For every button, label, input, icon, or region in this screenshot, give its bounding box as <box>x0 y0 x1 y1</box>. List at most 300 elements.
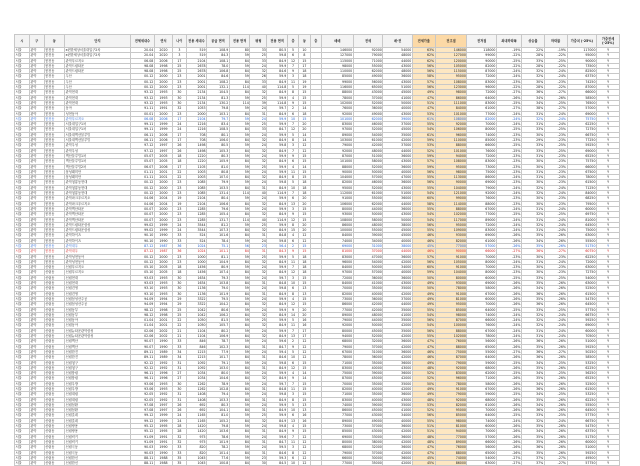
table-cell[interactable]: 87.12 <box>130 243 154 248</box>
table-cell[interactable]: 14 <box>299 164 310 169</box>
table-cell[interactable]: 74000 <box>321 238 353 243</box>
table-cell[interactable]: e편한세상서울대입구2차 <box>65 53 131 58</box>
table-cell[interactable]: 52% <box>412 148 435 153</box>
table-cell[interactable]: -27% <box>544 455 567 460</box>
table-cell[interactable]: -24% <box>497 122 522 127</box>
table-cell[interactable]: 24 <box>250 275 267 280</box>
table-cell[interactable]: 15 <box>299 159 310 164</box>
table-cell[interactable]: 84 <box>229 355 249 360</box>
table-cell[interactable]: 87000 <box>567 85 597 90</box>
table-cell[interactable]: 서울 <box>15 270 30 275</box>
table-cell[interactable]: 4 <box>287 424 298 429</box>
table-cell[interactable]: 2000 <box>154 185 172 190</box>
table-cell[interactable]: 106.6 <box>207 201 230 206</box>
table-cell[interactable]: 87000 <box>435 355 467 360</box>
table-cell[interactable]: 1995 <box>154 424 172 429</box>
table-cell[interactable]: 91.09 <box>130 434 154 439</box>
table-cell[interactable]: 두산 <box>65 85 131 90</box>
table-cell[interactable]: 1998 <box>154 69 172 74</box>
table-cell[interactable]: 1220 <box>186 159 206 164</box>
table-cell[interactable]: 47% <box>412 344 435 349</box>
table-cell[interactable]: 14 <box>299 106 310 111</box>
table-cell[interactable]: 1993 <box>154 100 172 105</box>
table-cell[interactable]: 59.6 <box>267 339 287 344</box>
table-cell[interactable]: 12 <box>299 439 310 444</box>
table-cell[interactable]: 신림한신 <box>65 461 131 466</box>
table-cell[interactable]: 54000 <box>383 48 413 53</box>
table-cell[interactable]: 관악 <box>29 275 44 280</box>
table-cell[interactable]: 36000 <box>383 371 413 376</box>
table-cell[interactable]: 서울 <box>15 143 30 148</box>
table-cell[interactable]: 59 <box>229 132 249 137</box>
table-cell[interactable]: 67500 <box>567 169 597 174</box>
table-cell[interactable]: 신림극동 <box>65 445 131 450</box>
table-cell[interactable]: 1220 <box>186 153 206 158</box>
table-cell[interactable]: 8 <box>287 138 298 143</box>
table-cell[interactable]: 104.9 <box>207 259 230 264</box>
table-cell[interactable]: 31 <box>250 111 267 116</box>
table-cell[interactable]: 동아 <box>65 106 131 111</box>
table-cell[interactable]: -23% <box>544 138 567 143</box>
table-cell[interactable]: -25% <box>544 307 567 312</box>
table-cell[interactable]: 28 <box>173 429 187 434</box>
table-cell[interactable]: 1998 <box>154 307 172 312</box>
table-cell[interactable]: 36% <box>522 90 545 95</box>
table-cell[interactable]: Y <box>597 323 620 328</box>
table-cell[interactable]: 84.7 <box>267 344 287 349</box>
table-cell[interactable]: 15 <box>287 228 298 233</box>
table-cell[interactable]: 신림벽산 <box>65 339 131 344</box>
table-cell[interactable]: 61500 <box>567 291 597 296</box>
table-cell[interactable]: 89000 <box>321 132 353 137</box>
table-cell[interactable]: 97.12 <box>130 143 154 148</box>
table-cell[interactable]: 93.12 <box>130 100 154 105</box>
table-cell[interactable]: 1050 <box>186 323 206 328</box>
table-cell[interactable]: 5 <box>287 48 298 53</box>
table-cell[interactable]: 84 <box>229 79 249 84</box>
table-cell[interactable]: 54000 <box>567 275 597 280</box>
table-cell[interactable]: 59.9 <box>267 169 287 174</box>
table-row[interactable] <box>15 461 620 466</box>
table-cell[interactable]: 60750 <box>567 249 597 254</box>
table-cell[interactable]: 서울 <box>15 48 30 53</box>
table-cell[interactable]: 98000 <box>435 90 467 95</box>
table-cell[interactable]: 봉천동 <box>44 196 64 201</box>
table-cell[interactable]: 43000 <box>383 63 413 68</box>
table-cell[interactable]: 서울 <box>15 259 30 264</box>
table-cell[interactable]: 37000 <box>353 344 383 349</box>
table-cell[interactable]: 47000 <box>353 254 383 259</box>
table-cell[interactable]: 37000 <box>353 249 383 254</box>
table-cell[interactable]: 43000 <box>353 429 383 434</box>
table-cell[interactable]: 45% <box>412 461 435 466</box>
table-cell[interactable]: 신림한진 <box>65 355 131 360</box>
table-cell[interactable]: 68000 <box>321 339 353 344</box>
table-cell[interactable]: 66000 <box>467 143 497 148</box>
table-cell[interactable]: 2000 <box>154 79 172 84</box>
table-cell[interactable]: 00.12 <box>130 85 154 90</box>
table-cell[interactable]: 12 <box>287 270 298 275</box>
table-cell[interactable]: 59.3 <box>267 455 287 460</box>
table-cell[interactable]: 2005 <box>154 153 172 158</box>
table-cell[interactable]: 서울 <box>15 249 30 254</box>
table-cell[interactable]: 78.9 <box>207 381 230 386</box>
table-cell[interactable]: 31 <box>250 397 267 402</box>
table-cell[interactable]: 관악 <box>29 381 44 386</box>
table-cell[interactable]: 00.01 <box>130 111 154 116</box>
table-cell[interactable]: 1050 <box>186 318 206 323</box>
table-cell[interactable]: 69000 <box>467 180 497 185</box>
table-cell[interactable]: 91000 <box>435 254 467 259</box>
column-header[interactable]: 단지 <box>65 35 131 48</box>
table-cell[interactable]: 서울 <box>15 307 30 312</box>
table-cell[interactable]: 88000 <box>435 344 467 349</box>
table-cell[interactable]: 24 <box>250 143 267 148</box>
table-cell[interactable]: 신림건영 <box>65 286 131 291</box>
table-cell[interactable]: 86000 <box>321 408 353 413</box>
table-cell[interactable]: 12 <box>299 450 310 455</box>
table-cell[interactable]: 79000 <box>321 143 353 148</box>
table-cell[interactable]: 59 <box>229 238 249 243</box>
table-cell[interactable]: 100000 <box>321 228 353 233</box>
table-cell[interactable]: 3 <box>287 143 298 148</box>
table-cell[interactable]: Y <box>597 233 620 238</box>
table-cell[interactable]: 62250 <box>567 365 597 370</box>
table-cell[interactable]: 3322 <box>186 302 206 307</box>
table-cell[interactable]: 101.1 <box>207 249 230 254</box>
table-cell[interactable]: 50000 <box>353 265 383 270</box>
table-cell[interactable]: 31% <box>522 175 545 180</box>
table-cell[interactable]: 61000 <box>353 138 383 143</box>
table-cell[interactable]: 59.8 <box>267 53 287 58</box>
table-cell[interactable]: 60000 <box>467 296 497 301</box>
table-cell[interactable]: 00.07 <box>130 212 154 217</box>
table-cell[interactable]: 서울 <box>15 212 30 217</box>
table-cell[interactable]: 58% <box>412 74 435 79</box>
table-cell[interactable]: 32 <box>250 376 267 381</box>
table-cell[interactable]: -26% <box>497 281 522 286</box>
table-cell[interactable]: 6 <box>287 111 298 116</box>
table-cell[interactable]: 80000 <box>321 439 353 444</box>
table-cell[interactable]: 관악 <box>29 402 44 407</box>
table-cell[interactable]: -24% <box>544 122 567 127</box>
table-cell[interactable]: 31000 <box>353 349 383 354</box>
table-cell[interactable]: 102000 <box>435 212 467 217</box>
table-cell[interactable]: 신림우방 <box>65 387 131 392</box>
table-cell[interactable]: 05.07 <box>130 153 154 158</box>
table-cell[interactable]: 59% <box>412 138 435 143</box>
table-cell[interactable]: 80000 <box>467 127 497 132</box>
table-cell[interactable]: 관악 <box>29 291 44 296</box>
column-header[interactable]: 전용 면적 <box>267 35 287 48</box>
table-cell[interactable]: 79500 <box>567 201 597 206</box>
table-cell[interactable]: 3 <box>173 48 187 53</box>
table-cell[interactable]: -25% <box>544 275 567 280</box>
table-cell[interactable]: 64500 <box>567 222 597 227</box>
table-cell[interactable]: 60000 <box>467 275 497 280</box>
table-cell[interactable]: 83000 <box>435 371 467 376</box>
table-cell[interactable]: -23% <box>544 169 567 174</box>
table-cell[interactable]: 15 <box>299 281 310 286</box>
table-cell[interactable]: 79.5 <box>207 296 230 301</box>
table-cell[interactable]: 6 <box>287 360 298 365</box>
table-cell[interactable]: 봉천동 <box>44 127 64 132</box>
table-cell[interactable]: 36000 <box>383 434 413 439</box>
table-cell[interactable]: 13 <box>299 286 310 291</box>
table-cell[interactable]: 81.3 <box>207 95 230 100</box>
table-cell[interactable]: 59 <box>229 318 249 323</box>
table-cell[interactable]: 신림동 <box>44 349 64 354</box>
table-cell[interactable]: 14 <box>299 376 310 381</box>
table-cell[interactable]: 관악 <box>29 312 44 317</box>
table-cell[interactable]: 40000 <box>383 169 413 174</box>
table-cell[interactable]: 92000 <box>435 397 467 402</box>
table-cell[interactable]: 43000 <box>383 212 413 217</box>
table-cell[interactable]: 12 <box>299 148 310 153</box>
column-header[interactable]: 상승률 <box>522 35 545 48</box>
table-cell[interactable]: 56% <box>412 180 435 185</box>
table-cell[interactable]: 봉천동 <box>44 148 64 153</box>
table-cell[interactable]: -25% <box>544 371 567 376</box>
table-cell[interactable]: 47% <box>412 339 435 344</box>
table-cell[interactable]: 110000 <box>321 69 353 74</box>
table-cell[interactable]: 2006 <box>154 132 172 137</box>
table-cell[interactable]: 59.9 <box>267 254 287 259</box>
table-cell[interactable]: 00.12 <box>130 74 154 79</box>
column-header[interactable]: 전용 면적 <box>229 35 249 48</box>
table-cell[interactable]: -26% <box>497 296 522 301</box>
table-cell[interactable]: 24 <box>250 196 267 201</box>
table-cell[interactable]: 95000 <box>435 164 467 169</box>
table-cell[interactable]: 2005 <box>154 270 172 275</box>
table-cell[interactable]: 59.9 <box>267 402 287 407</box>
table-cell[interactable]: 01.04 <box>130 323 154 328</box>
table-cell[interactable]: 14 <box>299 371 310 376</box>
table-cell[interactable]: -26% <box>497 402 522 407</box>
table-cell[interactable]: 36000 <box>353 296 383 301</box>
column-header[interactable]: 층 <box>310 35 321 48</box>
table-cell[interactable]: 신림동 <box>44 418 64 423</box>
table-cell[interactable]: 41000 <box>383 312 413 317</box>
table-cell[interactable]: 봉천동 <box>44 212 64 217</box>
table-cell[interactable]: 59.9 <box>267 413 287 418</box>
table-cell[interactable]: 107.0 <box>207 175 230 180</box>
table-cell[interactable]: 42000 <box>383 450 413 455</box>
table-cell[interactable]: 15 <box>299 100 310 105</box>
table-cell[interactable]: Y <box>597 116 620 121</box>
table-cell[interactable]: 4 <box>287 371 298 376</box>
table-cell[interactable]: 34% <box>522 95 545 100</box>
table-cell[interactable]: 36000 <box>353 355 383 360</box>
table-cell[interactable]: 101.9 <box>207 439 230 444</box>
table-cell[interactable]: 관악우성 <box>65 148 131 153</box>
column-header[interactable]: 전용 세대수 <box>186 35 206 48</box>
table-cell[interactable]: 3544 <box>186 222 206 227</box>
table-cell[interactable]: 92000 <box>321 323 353 328</box>
table-cell[interactable]: 74250 <box>567 79 597 84</box>
table-cell[interactable]: 신림동 <box>44 296 64 301</box>
table-cell[interactable]: 32 <box>250 159 267 164</box>
table-cell[interactable]: 87000 <box>321 153 353 158</box>
table-cell[interactable]: 관악 <box>29 296 44 301</box>
table-cell[interactable]: 00.12 <box>130 254 154 259</box>
table-cell[interactable]: 봉천동 <box>44 254 64 259</box>
table-cell[interactable]: 신림동 <box>44 286 64 291</box>
table-cell[interactable]: 87000 <box>467 69 497 74</box>
table-cell[interactable]: 00.12 <box>130 259 154 264</box>
table-cell[interactable]: 76000 <box>467 323 497 328</box>
table-cell[interactable]: 신림동 <box>44 381 64 386</box>
table-cell[interactable]: Y <box>597 106 620 111</box>
table-cell[interactable]: 23 <box>173 212 187 217</box>
table-cell[interactable]: 신림대림 <box>65 392 131 397</box>
table-cell[interactable]: 37000 <box>353 424 383 429</box>
table-cell[interactable]: 59 <box>229 307 249 312</box>
table-cell[interactable]: 31 <box>250 450 267 455</box>
table-cell[interactable]: 1085 <box>186 191 206 196</box>
table-cell[interactable]: 59.9 <box>267 95 287 100</box>
table-cell[interactable]: -23% <box>497 79 522 84</box>
table-cell[interactable]: -24% <box>497 259 522 264</box>
table-cell[interactable]: 84.6 <box>207 74 230 79</box>
column-header[interactable]: 최대하락폭 <box>497 35 522 48</box>
table-cell[interactable]: -26% <box>497 381 522 386</box>
table-cell[interactable]: 88000 <box>321 90 353 95</box>
table-cell[interactable]: 45% <box>412 243 435 248</box>
table-cell[interactable]: Y <box>597 365 620 370</box>
table-cell[interactable]: 524 <box>186 233 206 238</box>
table-cell[interactable]: 44000 <box>383 58 413 63</box>
table-cell[interactable]: 2000 <box>154 217 172 222</box>
table-cell[interactable]: 95000 <box>435 74 467 79</box>
table-cell[interactable]: 18 <box>299 254 310 259</box>
table-cell[interactable]: 30 <box>173 275 187 280</box>
table-cell[interactable]: 47% <box>412 450 435 455</box>
table-cell[interactable]: 95000 <box>435 408 467 413</box>
table-cell[interactable]: 관악 <box>29 243 44 248</box>
table-cell[interactable]: 1990 <box>154 344 172 349</box>
table-cell[interactable]: 30 <box>173 100 187 105</box>
table-cell[interactable]: 106.9 <box>207 334 230 339</box>
table-cell[interactable]: 벽산블루밍2차 <box>65 164 131 169</box>
column-header[interactable]: 하락률 <box>544 35 567 48</box>
table-cell[interactable]: 108.1 <box>207 58 230 63</box>
table-cell[interactable]: -26% <box>544 365 567 370</box>
table-cell[interactable]: 99000 <box>321 79 353 84</box>
table-cell[interactable]: 84 <box>229 138 249 143</box>
table-cell[interactable]: -26% <box>544 339 567 344</box>
table-cell[interactable]: 103.3 <box>207 397 230 402</box>
table-cell[interactable]: 1991 <box>154 439 172 444</box>
table-cell[interactable]: 서울 <box>15 397 30 402</box>
table-cell[interactable]: -26% <box>544 429 567 434</box>
table-cell[interactable]: -26% <box>497 434 522 439</box>
table-cell[interactable]: 02.06 <box>130 334 154 339</box>
table-cell[interactable]: 84.9 <box>267 291 287 296</box>
table-cell[interactable]: 59.7 <box>267 381 287 386</box>
table-cell[interactable]: 34 <box>173 349 187 354</box>
table-cell[interactable]: -24% <box>544 191 567 196</box>
table-cell[interactable]: 40000 <box>383 238 413 243</box>
table-cell[interactable]: 34% <box>522 286 545 291</box>
table-cell[interactable]: Y <box>597 180 620 185</box>
table-cell[interactable]: 1024 <box>186 243 206 248</box>
table-cell[interactable]: 1993 <box>154 275 172 280</box>
table-cell[interactable]: 90.03 <box>130 445 154 450</box>
table-cell[interactable]: 서울 <box>15 58 30 63</box>
table-cell[interactable]: Y <box>597 360 620 365</box>
table-cell[interactable]: 삼성래미안 <box>65 175 131 180</box>
table-cell[interactable]: 81.0 <box>207 413 230 418</box>
table-cell[interactable]: 84000 <box>567 191 597 196</box>
table-cell[interactable]: Y <box>597 312 620 317</box>
column-header[interactable]: 구 <box>29 35 44 48</box>
table-cell[interactable]: 92.12 <box>130 365 154 370</box>
table-cell[interactable]: 25 <box>173 63 187 68</box>
table-cell[interactable]: 관악벽산타운 <box>65 206 131 211</box>
table-cell[interactable]: 59250 <box>567 318 597 323</box>
table-cell[interactable]: 43000 <box>353 90 383 95</box>
table-cell[interactable]: 61% <box>412 132 435 137</box>
table-cell[interactable]: 24 <box>250 445 267 450</box>
table-cell[interactable]: 24 <box>173 127 187 132</box>
table-cell[interactable]: 34000 <box>383 413 413 418</box>
table-cell[interactable]: 81000 <box>435 424 467 429</box>
table-cell[interactable]: Y <box>597 212 620 217</box>
table-cell[interactable]: 1408 <box>186 397 206 402</box>
table-cell[interactable]: 1024 <box>186 249 206 254</box>
table-cell[interactable]: 31 <box>173 360 187 365</box>
table-cell[interactable]: 98.12 <box>130 312 154 317</box>
table-cell[interactable]: -23% <box>497 254 522 259</box>
table-cell[interactable]: 41000 <box>383 408 413 413</box>
table-cell[interactable]: 관악 <box>29 434 44 439</box>
table-cell[interactable]: 48000 <box>353 312 383 317</box>
table-cell[interactable]: Y <box>597 206 620 211</box>
table-cell[interactable]: 서울대벽산블루밍 <box>65 132 131 137</box>
table-cell[interactable]: Y <box>597 100 620 105</box>
table-cell[interactable]: 3 <box>287 445 298 450</box>
table-cell[interactable]: 49% <box>412 296 435 301</box>
table-cell[interactable]: 62250 <box>567 397 597 402</box>
table-cell[interactable]: -26% <box>544 434 567 439</box>
table-cell[interactable]: 관악 <box>29 450 44 455</box>
table-cell[interactable]: 49000 <box>353 111 383 116</box>
table-cell[interactable]: 59.9 <box>267 74 287 79</box>
table-cell[interactable]: Y <box>597 127 620 132</box>
table-cell[interactable]: 59 <box>229 222 249 227</box>
table-cell[interactable]: 서울 <box>15 238 30 243</box>
table-cell[interactable]: 2104 <box>186 196 206 201</box>
table-cell[interactable]: 59 <box>229 180 249 185</box>
table-cell[interactable]: -24% <box>497 116 522 121</box>
table-cell[interactable]: Y <box>597 85 620 90</box>
table-cell[interactable]: 15 <box>299 424 310 429</box>
table-cell[interactable]: 34% <box>522 429 545 434</box>
table-cell[interactable]: 2006 <box>154 138 172 143</box>
table-cell[interactable]: 33% <box>522 307 545 312</box>
table-cell[interactable]: 37000 <box>383 296 413 301</box>
table-cell[interactable]: 99.02 <box>130 222 154 227</box>
table-cell[interactable]: 112000 <box>321 191 353 196</box>
table-cell[interactable]: 35 <box>173 461 187 466</box>
table-cell[interactable]: 2134 <box>186 95 206 100</box>
table-cell[interactable]: 95000 <box>567 53 597 58</box>
table-cell[interactable]: 64500 <box>567 408 597 413</box>
table-cell[interactable]: 84.9 <box>267 201 287 206</box>
table-cell[interactable]: 51% <box>412 100 435 105</box>
table-cell[interactable]: 84 <box>229 418 249 423</box>
